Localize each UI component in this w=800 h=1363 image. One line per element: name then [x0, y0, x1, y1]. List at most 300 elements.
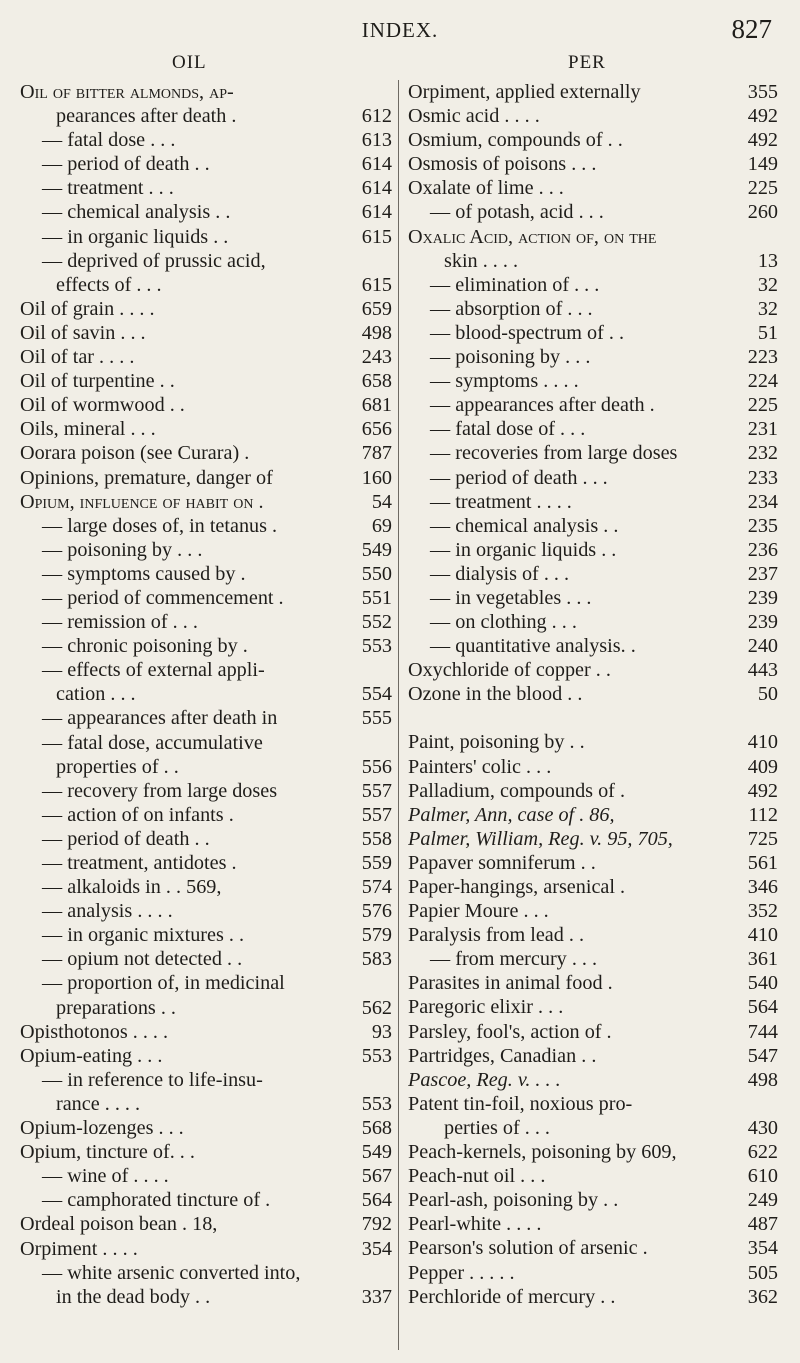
index-entry	[20, 369, 392, 393]
entry-page: 362	[747, 1285, 778, 1308]
index-entry	[20, 586, 392, 610]
entry-text: Partridges, Canadian . .	[408, 1044, 597, 1067]
entry-page: 725	[747, 827, 778, 850]
index-entry	[408, 297, 778, 321]
entry-page: 614	[361, 153, 392, 176]
entry-text: — fatal dose of . . .	[430, 418, 586, 441]
entry-text: — dialysis of . . .	[430, 562, 570, 585]
entry-page: 557	[361, 779, 392, 802]
index-entry	[20, 803, 392, 827]
entry-page: 487	[747, 1213, 778, 1236]
index-entry	[408, 104, 778, 128]
entry-page: 549	[361, 538, 392, 561]
index-entry	[20, 1212, 392, 1236]
entry-page: 549	[361, 1141, 392, 1164]
index-entry	[20, 1188, 392, 1212]
entry-page: 239	[747, 611, 778, 634]
entry-text: in the dead body . .	[56, 1285, 211, 1308]
entry-page: 658	[361, 370, 392, 393]
entry-page: 249	[747, 1189, 778, 1212]
entry-page: 610	[747, 1165, 778, 1188]
index-entry	[408, 1236, 778, 1260]
index-entry	[20, 1020, 392, 1044]
entry-page: 231	[747, 418, 778, 441]
entry-text: Pearl-ash, poisoning by . .	[408, 1189, 619, 1212]
index-entry	[408, 1068, 778, 1092]
entry-page: 612	[361, 105, 392, 128]
entry-page: 579	[361, 924, 392, 947]
entry-text: — absorption of . . .	[430, 297, 593, 320]
entry-page: 240	[747, 635, 778, 658]
index-entry	[408, 417, 778, 441]
index-entry	[408, 321, 778, 345]
entry-page: 551	[361, 586, 392, 609]
entry-text: — treatment, antidotes .	[42, 852, 237, 874]
entry-text: — appearances after death .	[430, 394, 655, 417]
entry-page: 615	[361, 273, 392, 296]
index-entry	[20, 225, 392, 249]
entry-text: — alkaloids in . . 569,	[42, 876, 222, 899]
entry-text: — recovery from large doses	[42, 779, 278, 802]
entry-text: — action of on infants .	[42, 803, 234, 826]
entry-text: — period of death . .	[42, 153, 210, 176]
entry-page: 409	[747, 755, 778, 778]
entry-text: Palmer, Ann, case of . 86,	[408, 803, 615, 826]
index-entry	[20, 538, 392, 562]
entry-page: 239	[747, 586, 778, 609]
index-column-right	[408, 80, 778, 1309]
running-title: INDEX.	[361, 18, 439, 42]
entry-page: 574	[361, 876, 392, 899]
entry-text: — poisoning by . . .	[430, 346, 591, 369]
entry-text: Oil of savin . . .	[20, 321, 146, 344]
entry-text: — remission of . . .	[42, 611, 198, 634]
index-entry	[408, 586, 778, 610]
page-number: 827	[731, 14, 772, 44]
entry-text: Oil of wormwood . .	[20, 394, 185, 417]
entry-page: 243	[361, 346, 392, 369]
entry-page: 556	[361, 755, 392, 778]
index-entry	[408, 658, 778, 682]
index-entry	[20, 996, 392, 1020]
entry-text: Oorara poison (see Curara) .	[20, 442, 250, 465]
entry-text: effects of . . .	[56, 273, 162, 296]
entry-page: 160	[361, 466, 392, 489]
entry-text: Perchloride of mercury . .	[408, 1285, 616, 1308]
index-entry	[408, 995, 778, 1019]
index-entry	[20, 562, 392, 586]
entry-text: Pearson's solution of arsenic .	[408, 1237, 648, 1260]
index-entry	[408, 176, 778, 200]
index-entry	[20, 875, 392, 899]
index-entry	[20, 128, 392, 152]
entry-page: 564	[747, 996, 778, 1019]
index-entry	[408, 128, 778, 152]
entry-page: 559	[361, 852, 392, 874]
entry-page: 787	[361, 442, 392, 465]
index-entry	[20, 514, 392, 538]
entry-text: Peach-nut oil . . .	[408, 1165, 546, 1188]
entry-text: Ozone in the blood . .	[408, 683, 583, 706]
entry-page: 430	[747, 1116, 778, 1139]
entry-text: — in organic mixtures . .	[42, 924, 245, 947]
entry-page: 32	[757, 297, 778, 320]
entry-text: — period of death . .	[42, 827, 210, 850]
entry-text: Pearl-white . . . .	[408, 1213, 542, 1236]
index-entry	[20, 610, 392, 634]
index-entry	[408, 1044, 778, 1068]
entry-text: — in organic liquids . .	[42, 225, 229, 248]
entry-page: 346	[747, 876, 778, 898]
entry-text: — in reference to life-insu-	[42, 1068, 263, 1091]
index-entry	[408, 947, 778, 971]
entry-page: 50	[757, 683, 778, 706]
index-entry	[20, 297, 392, 321]
entry-text: Painters' colic . . .	[408, 755, 552, 778]
index-entry	[20, 466, 392, 490]
entry-text: — chemical analysis . .	[42, 201, 231, 224]
entry-text: — on clothing . . .	[430, 611, 577, 634]
entry-page: 337	[361, 1285, 392, 1308]
entry-text: — elimination of . . .	[430, 273, 600, 296]
entry-page: 260	[747, 201, 778, 224]
entry-text: — from mercury . . .	[430, 948, 598, 971]
entry-page: 557	[361, 803, 392, 826]
index-entry	[20, 249, 392, 273]
entry-text: pearances after death .	[56, 105, 237, 128]
entry-text: Oil of tar . . . .	[20, 346, 135, 369]
index-entry	[408, 1261, 778, 1285]
entry-page: 410	[747, 731, 778, 754]
entry-text: Patent tin-foil, noxious pro-	[408, 1092, 633, 1115]
entry-page: 492	[747, 105, 778, 128]
entry-page: 352	[747, 900, 778, 923]
index-entry	[408, 634, 778, 658]
entry-page: 564	[361, 1189, 392, 1212]
entry-page: 547	[747, 1044, 778, 1067]
index-entry	[20, 827, 392, 851]
entry-text: rance . . . .	[56, 1092, 141, 1115]
entry-text: Parasites in animal food .	[408, 972, 613, 995]
entry-page: 659	[361, 297, 392, 320]
entry-page: 224	[747, 370, 778, 393]
index-entry	[20, 1044, 392, 1068]
index-entry	[408, 466, 778, 490]
entry-text: — in vegetables . . .	[430, 586, 592, 609]
entry-text: Opium, influence of habit on .	[20, 490, 264, 513]
index-entry	[20, 779, 392, 803]
index-entry	[20, 273, 392, 297]
entry-page: 149	[747, 153, 778, 176]
entry-text: Pascoe, Reg. v. . . .	[408, 1068, 561, 1091]
entry-text: — symptoms caused by .	[42, 562, 246, 585]
entry-text: Papier Moure . . .	[408, 900, 549, 923]
entry-text: Parsley, fool's, action of .	[408, 1020, 612, 1043]
entry-page: 614	[361, 201, 392, 224]
index-entry	[20, 1068, 392, 1092]
index-entry	[408, 369, 778, 393]
index-entry	[20, 393, 392, 417]
index-entry	[20, 1237, 392, 1261]
entry-text: — effects of external appli-	[42, 659, 265, 682]
entry-page: 354	[361, 1237, 392, 1260]
entry-page: 223	[747, 346, 778, 369]
index-entry	[20, 321, 392, 345]
entry-text: — recoveries from large doses	[430, 442, 678, 465]
entry-text: — opium not detected . .	[42, 948, 243, 971]
index-entry	[408, 803, 778, 827]
entry-text: Opium-lozenges . . .	[20, 1117, 184, 1140]
entry-page: 32	[757, 273, 778, 296]
index-entry	[408, 562, 778, 586]
entry-text: Osmosis of poisons . . .	[408, 153, 597, 176]
left-column-head: OIL	[172, 52, 207, 73]
entry-page: 562	[361, 996, 392, 1019]
entry-page: 622	[747, 1141, 778, 1164]
entry-page: 235	[747, 514, 778, 537]
index-entry	[408, 514, 778, 538]
index-entry	[20, 682, 392, 706]
entry-text: — treatment . . . .	[430, 490, 572, 513]
index-entry	[20, 490, 392, 514]
index-entry	[20, 731, 392, 755]
index-entry	[408, 249, 778, 273]
index-entry	[20, 1092, 392, 1116]
entry-text: Ordeal poison bean . 18,	[20, 1213, 218, 1236]
entry-page: 443	[747, 659, 778, 682]
entry-page: 553	[361, 1092, 392, 1115]
entry-text: Paper-hangings, arsenical .	[408, 876, 626, 898]
entry-page: 792	[361, 1213, 392, 1236]
entry-page: 355	[747, 81, 778, 103]
entry-page: 505	[747, 1261, 778, 1284]
entry-text: — treatment . . .	[42, 177, 174, 200]
index-entry	[408, 441, 778, 465]
entry-text: Oil of grain . . . .	[20, 297, 155, 320]
index-entry	[20, 345, 392, 369]
entry-text: Opinions, premature, danger of	[20, 466, 273, 489]
entry-page: 410	[747, 924, 778, 947]
entry-page: 498	[747, 1068, 778, 1091]
running-header	[0, 0, 800, 60]
index-entry	[20, 1116, 392, 1140]
index-entry	[20, 1261, 392, 1285]
entry-page: 568	[361, 1117, 392, 1140]
entry-text: Orpiment . . . .	[20, 1237, 138, 1260]
index-entry	[408, 827, 778, 851]
entry-page: 561	[747, 851, 778, 874]
index-entry	[408, 1212, 778, 1236]
entry-text: — symptoms . . . .	[430, 370, 579, 393]
entry-page: 13	[757, 249, 778, 272]
entry-text: — fatal dose . . .	[42, 129, 176, 152]
entry-page: 237	[747, 562, 778, 585]
entry-text: — large doses of, in tetanus .	[42, 514, 278, 537]
entry-page: 225	[747, 394, 778, 417]
entry-text: — wine of . . . .	[42, 1165, 169, 1188]
entry-text: Oxalic Acid, action of, on the	[408, 225, 657, 248]
entry-text: cation . . .	[56, 683, 136, 706]
column-divider	[398, 80, 399, 1350]
entry-page: 54	[371, 490, 392, 513]
index-entry	[408, 755, 778, 779]
entry-page: 583	[361, 948, 392, 971]
index-entry	[20, 104, 392, 128]
entry-page: 555	[361, 707, 392, 730]
entry-text: Osmic acid . . . .	[408, 105, 540, 128]
index-entry	[20, 441, 392, 465]
entry-page: 567	[361, 1165, 392, 1188]
entry-text: Oxalate of lime . . .	[408, 177, 564, 200]
entry-text: — poisoning by . . .	[42, 538, 203, 561]
entry-page: 233	[747, 466, 778, 489]
index-entry	[20, 971, 392, 995]
entry-page: 492	[747, 779, 778, 802]
entry-text: Orpiment, applied externally	[408, 81, 641, 103]
index-entry	[408, 899, 778, 923]
entry-page: 492	[747, 129, 778, 152]
index-entry	[20, 947, 392, 971]
index-entry	[408, 345, 778, 369]
index-column-left	[20, 80, 392, 1309]
entry-page: 236	[747, 538, 778, 561]
entry-page: 553	[361, 635, 392, 658]
entry-text: Oil of bitter almonds, ap-	[20, 81, 234, 103]
entry-page: 614	[361, 177, 392, 200]
entry-page: 540	[747, 972, 778, 995]
index-entry	[408, 851, 778, 875]
entry-text: Palmer, William, Reg. v. 95, 705,	[408, 827, 673, 850]
entry-page: 744	[747, 1020, 778, 1043]
index-entry	[408, 1188, 778, 1212]
index-entry	[20, 899, 392, 923]
entry-text: Opisthotonos . . . .	[20, 1020, 169, 1043]
index-entry	[20, 851, 392, 875]
entry-page: 681	[361, 394, 392, 417]
entry-text: Papaver somniferum . .	[408, 851, 596, 874]
index-entry	[408, 273, 778, 297]
index-entry	[408, 1092, 778, 1116]
entry-page: 51	[757, 321, 778, 344]
entry-text: — period of commencement .	[42, 586, 284, 609]
index-entry	[20, 658, 392, 682]
entry-text: — blood-spectrum of . .	[430, 321, 624, 344]
entry-page: 232	[747, 442, 778, 465]
entry-text: — in organic liquids . .	[430, 538, 617, 561]
entry-page: 552	[361, 611, 392, 634]
entry-text: — proportion of, in medicinal	[42, 972, 285, 995]
index-entry	[408, 610, 778, 634]
entry-text: Peach-kernels, poisoning by 609,	[408, 1141, 677, 1164]
entry-page: 554	[361, 683, 392, 706]
index-entry	[408, 1140, 778, 1164]
entry-text: — deprived of prussic acid,	[42, 249, 266, 272]
index-entry	[408, 152, 778, 176]
entry-text: Palladium, compounds of .	[408, 779, 625, 802]
entry-page: 69	[371, 514, 392, 537]
index-entry	[20, 706, 392, 730]
index-gap	[408, 706, 778, 730]
index-entry	[20, 755, 392, 779]
index-entry	[408, 971, 778, 995]
entry-text: Oils, mineral . . .	[20, 418, 156, 441]
index-entry	[20, 80, 392, 104]
index-entry	[408, 393, 778, 417]
entry-page: 553	[361, 1044, 392, 1067]
entry-page: 225	[747, 177, 778, 200]
entry-page: 354	[747, 1237, 778, 1260]
index-entry	[20, 1164, 392, 1188]
entry-page: 615	[361, 225, 392, 248]
index-entry	[408, 1164, 778, 1188]
index-entry	[408, 1285, 778, 1309]
entry-text: Paralysis from lead . .	[408, 924, 585, 947]
entry-page: 93	[371, 1020, 392, 1043]
entry-text: — chemical analysis . .	[430, 514, 619, 537]
index-entry	[408, 730, 778, 754]
index-entry	[408, 200, 778, 224]
entry-text: Opium, tincture of. . .	[20, 1141, 195, 1164]
index-entry	[408, 80, 778, 104]
entry-text: — of potash, acid . . .	[430, 201, 604, 224]
index-entry	[20, 417, 392, 441]
entry-page: 498	[361, 321, 392, 344]
entry-text: skin . . . .	[444, 249, 519, 272]
entry-text: Oil of turpentine . .	[20, 370, 175, 393]
entry-text: — analysis . . . .	[42, 900, 173, 923]
index-entry	[20, 152, 392, 176]
entry-text: Oxychloride of copper . .	[408, 659, 611, 682]
entry-text: — chronic poisoning by .	[42, 635, 248, 658]
entry-text: — camphorated tincture of .	[42, 1189, 271, 1212]
index-entry	[408, 225, 778, 249]
entry-text: — white arsenic converted into,	[42, 1261, 301, 1284]
entry-text: Paregoric elixir . . .	[408, 996, 564, 1019]
entry-text: preparations . .	[56, 996, 176, 1019]
entry-page: 550	[361, 562, 392, 585]
index-entry	[20, 1285, 392, 1309]
entry-text: Osmium, compounds of . .	[408, 129, 623, 152]
index-entry	[408, 1020, 778, 1044]
index-entry	[20, 176, 392, 200]
right-column-head: PER	[568, 52, 606, 73]
index-entry	[408, 875, 778, 899]
entry-text: — quantitative analysis. .	[430, 635, 636, 658]
index-entry	[20, 1140, 392, 1164]
index-entry	[408, 538, 778, 562]
entry-page: 613	[361, 129, 392, 152]
entry-text: — appearances after death in	[42, 707, 278, 730]
entry-page: 361	[747, 948, 778, 971]
entry-text: — period of death . . .	[430, 466, 608, 489]
entry-text: properties of . .	[56, 755, 179, 778]
index-entry	[20, 634, 392, 658]
index-entry	[20, 923, 392, 947]
entry-text: Opium-eating . . .	[20, 1044, 163, 1067]
entry-page: 234	[747, 490, 778, 513]
entry-page: 558	[361, 827, 392, 850]
index-entry	[408, 490, 778, 514]
entry-page: 576	[361, 900, 392, 923]
index-entry	[408, 682, 778, 706]
entry-page: 656	[361, 418, 392, 441]
entry-text: Paint, poisoning by . .	[408, 731, 585, 754]
entry-text: Pepper . . . . .	[408, 1261, 515, 1284]
index-entry	[20, 200, 392, 224]
index-entry	[408, 779, 778, 803]
entry-page: 112	[748, 803, 778, 826]
entry-text: perties of . . .	[444, 1116, 550, 1139]
